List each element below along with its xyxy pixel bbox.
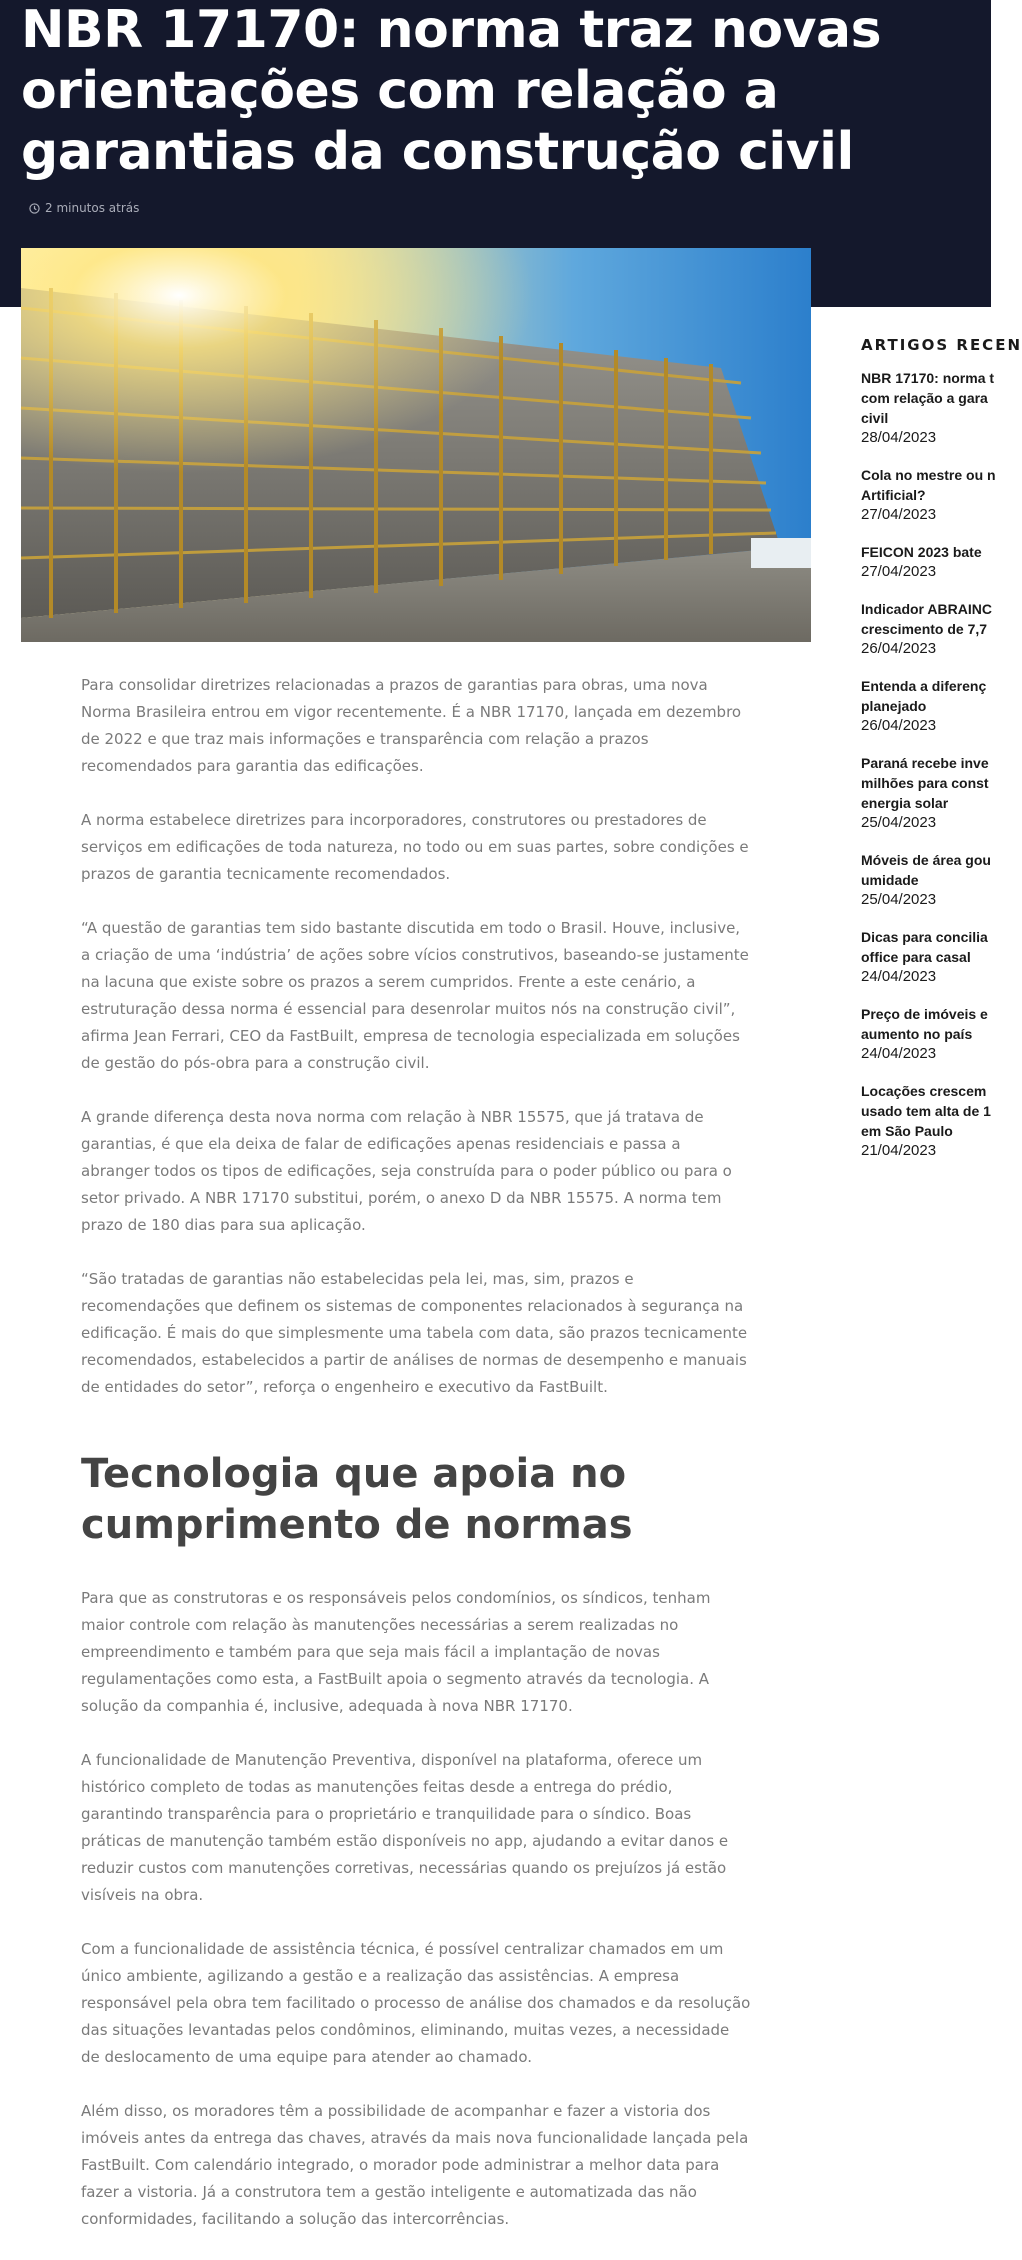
article-paragraph: A norma estabelece diretrizes para incorporadores, construtores ou prestadores de serviços em edificações de toda natureza, no todo ou em suas partes, sobre condições e prazos de garantia tecnicamente recomendados. [81, 811, 749, 883]
recent-articles-sidebar [861, 336, 1022, 1178]
recent-article-link[interactable]: Preço de imóveis e [861, 1006, 988, 1022]
recent-article-date: 28/04/2023 [861, 429, 937, 446]
recent-article-link[interactable]: aumento no país [861, 1026, 973, 1042]
recent-article-link[interactable]: Locações crescem [861, 1083, 987, 1099]
recent-article-date: 24/04/2023 [861, 968, 937, 985]
recent-article-link[interactable]: umidade [861, 872, 919, 888]
recent-article-date: 21/04/2023 [861, 1142, 937, 1159]
recent-article-item [861, 676, 1001, 735]
recent-article-link[interactable]: Artificial? [861, 487, 926, 503]
recent-article-item [861, 1081, 1001, 1160]
recent-article-link[interactable]: Cola no mestre ou n [861, 467, 996, 483]
recent-article-item [861, 465, 1001, 524]
clock-icon [29, 203, 40, 214]
recent-article-date: 25/04/2023 [861, 891, 937, 908]
recent-article-date: 27/04/2023 [861, 506, 937, 523]
recent-article-item [861, 368, 1001, 447]
recent-article-date: 27/04/2023 [861, 563, 937, 580]
recent-article-link[interactable]: milhões para const [861, 775, 989, 791]
recent-article-link[interactable]: NBR 17170: norma t [861, 370, 995, 386]
article-paragraph: Para consolidar diretrizes relacionadas a prazos de garantias para obras, uma nova Norma Brasileira entrou em vigor recentemente. É a NBR 17170, lançada em dezembro de 2022 e que traz mais informações e transparência com relação a prazos recomendados para garantia das edificações. [81, 676, 742, 775]
article-paragraph: Além disso, os moradores têm a possibilidade de acompanhar e fazer a vistoria dos imóveis antes da entrega das chaves, através da mais nova funcionalidade lançada pela FastBuilt. Com calendário integrado, o morador pode administrar a melhor data para fazer a vistoria. Já a construtora tem a gestão inteligente e automatizada das não conformidades, facilitando a solução das intercorrências. [81, 2102, 749, 2228]
recent-article-link[interactable]: FEICON 2023 bate [861, 544, 982, 560]
recent-article-date: 24/04/2023 [861, 1045, 937, 1062]
recent-article-link[interactable]: planejado [861, 698, 927, 714]
recent-article-item [861, 542, 1001, 581]
article-paragraph: A grande diferença desta nova norma com relação à NBR 15575, que já tratava de garantias, é que ela deixa de falar de edificações apenas residenciais e passa a abranger todos os tipos de edificações, seja construída para o poder público ou para o setor privado. A NBR 17170 substitui, porém, o anexo D da NBR 15575. A norma tem prazo de 180 dias para sua aplicação. [81, 1108, 732, 1234]
recent-article-link[interactable]: crescimento de 7,7 [861, 621, 988, 637]
featured-image [21, 248, 811, 642]
recent-article-item [861, 850, 1001, 909]
recent-article-link[interactable]: energia solar [861, 795, 949, 811]
recent-article-date: 26/04/2023 [861, 717, 937, 734]
post-meta [29, 201, 139, 215]
recent-article-link[interactable]: Indicador ABRAINC [861, 601, 992, 617]
recent-article-link[interactable]: Móveis de área gou [861, 852, 991, 868]
post-time: 2 minutos atrás [45, 201, 140, 215]
article-paragraph: Para que as construtoras e os responsáveis pelos condomínios, os síndicos, tenham maior controle com relação às manutenções necessárias a serem realizadas no empreendimento e também para que seja mais fácil a implantação de novas regulamentações como esta, a FastBuilt apoia o segmento através da tecnologia. A solução da companhia é, inclusive, adequada à nova NBR 17170. [81, 1589, 711, 1715]
article-title: NBR 17170: norma traz novas orientações com relação a garantias da construção civil [21, 0, 882, 182]
article-paragraph: “São tratadas de garantias não estabelecidas pela lei, mas, sim, prazos e recomendações que definem os sistemas de componentes relacionados à segurança na edificação. É mais do que simplesmente uma tabela com data, são prazos tecnicamente recomendados, estabelecidos a partir de análises de normas de desempenho e manuais de entidades do setor”, reforça o engenheiro e executivo da FastBuilt. [81, 1270, 748, 1396]
recent-article-item [861, 1004, 1001, 1063]
article-body [81, 672, 751, 2260]
recent-article-link[interactable]: Entenda a diferenç [861, 678, 987, 694]
section-heading: Tecnologia que apoia no cumprimento de normas [81, 1451, 633, 1548]
recent-article-date: 25/04/2023 [861, 814, 937, 831]
article-paragraph: A funcionalidade de Manutenção Preventiva, disponível na plataforma, oferece um histórico completo de todas as manutenções feitas desde a entrega do prédio, garantindo transparência para o proprietário e tranquilidade para o síndico. Boas práticas de manutenção também estão disponíveis no app, ajudando a evitar danos e reduzir custos com manutenções corretivas, necessárias quando os prejuízos já estão visíveis na obra. [81, 1751, 729, 1904]
recent-article-item [861, 753, 1001, 832]
recent-article-link[interactable]: Paraná recebe inve [861, 755, 989, 771]
recent-article-link[interactable]: Dicas para concilia [861, 929, 988, 945]
sidebar-title: ARTIGOS RECEN [861, 336, 1022, 354]
recent-article-link[interactable]: office para casal [861, 949, 971, 965]
recent-article-link[interactable]: com relação a gara [861, 390, 988, 406]
recent-article-link[interactable]: civil [861, 410, 889, 426]
article-paragraph: “A questão de garantias tem sido bastante discutida em todo o Brasil. Houve, inclusive, a criação de uma ‘indústria’ de ações sobre vícios construtivos, baseando-se justamente na lacuna que existe sobre os prazos a serem cumpridos. Frente a este cenário, a estruturação dessa norma é essencial para desenrolar muitos nós na construção civil”, afirma Jean Ferrari, CEO da FastBuilt, empresa de tecnologia especializada em soluções de gestão do pós-obra para a construção civil. [81, 919, 749, 1072]
recent-article-item [861, 927, 1001, 986]
recent-article-link[interactable]: em São Paulo [861, 1123, 953, 1139]
recent-article-link[interactable]: usado tem alta de 1 [861, 1103, 991, 1119]
recent-article-date: 26/04/2023 [861, 640, 937, 657]
recent-article-item [861, 599, 1001, 658]
article-paragraph: Com a funcionalidade de assistência técnica, é possível centralizar chamados em um único ambiente, agilizando a gestão e a realização das assistências. A empresa responsável pela obra tem facilitado o processo de análise dos chamados e da resolução das situações levantadas pelos condôminos, eliminando, muitas vezes, a necessidade de deslocamento de uma equipe para atender ao chamado. [81, 1940, 751, 2066]
